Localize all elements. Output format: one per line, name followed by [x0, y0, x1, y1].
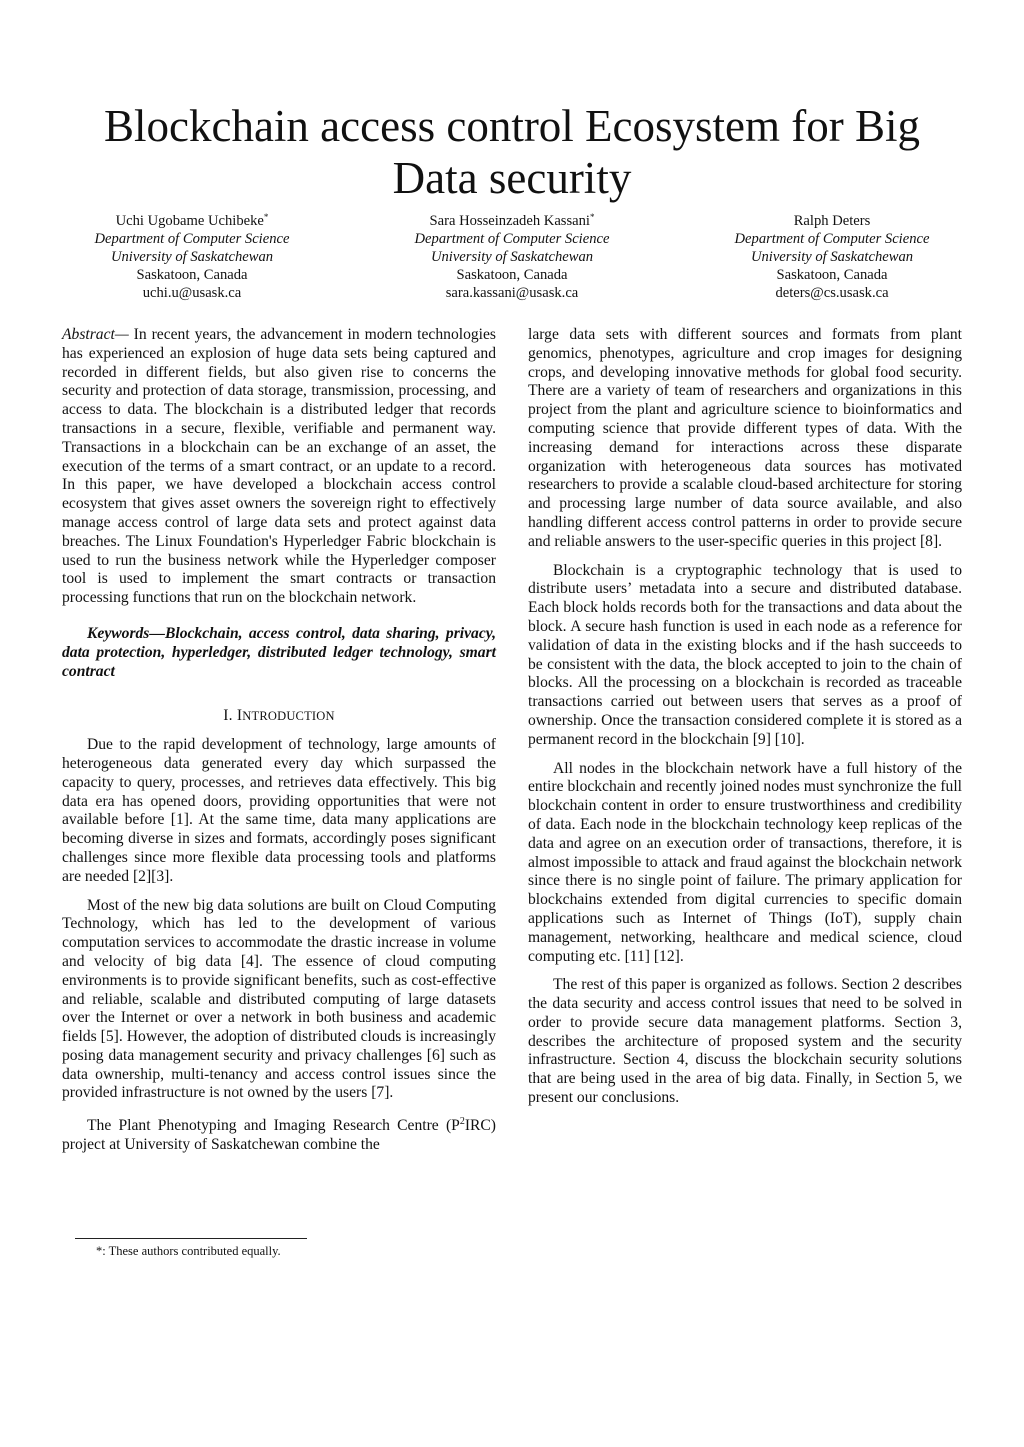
author-block: [682, 212, 982, 302]
keywords: Keywords—Blockchain, access control, data sharing, privacy, data protection, hyperledger, distributed ledger technology, smart contract: [62, 624, 496, 680]
section-number: I.: [223, 707, 233, 725]
right-column: [528, 326, 962, 1108]
author-name-text: Uchi Ugobame Uchibeke: [115, 213, 264, 229]
author-university: University of Saskatchewan: [430, 249, 594, 265]
left-column: [62, 326, 496, 1155]
author-university: University of Saskatchewan: [750, 249, 914, 265]
p2irc-superscript: 2: [459, 1116, 465, 1128]
paragraph: Most of the new big data solutions are built on Cloud Computing Technology, which has led to the development of various computation services to accommodate the drastic increase in volume and velocity of big data [4]. The essence of cloud computing environments is to provide significant benefits, such as cost-effective and reliable, scalable and distributed computing of large datasets over the Internet or over a network in both business and academic fields [5]. However, the adoption of distributed clouds is increasingly posing data management security and privacy challenges [6] such as data ownership, multi-tenancy and access control issues since the provided infrastructure is not owned by the users [7].: [62, 896, 496, 1102]
abstract-text: In recent years, the advancement in modern technologies has experienced an explosion of huge data sets being captured and recorded in different fields, but also given rise to concerns the security and protection of data storage, transmission, processing, and access to data. The blockchain is a distributed ledger that records transactions in a secure, flexible, verifiable and permanent way. Transactions in a blockchain can be an exchange of an asset, the execution of the terms of a smart contract, or an update to a record. In this paper, we have developed a blockchain access control ecosystem that gives asset owners the sovereign right to effectively manage access control of large data sets and protect against data breaches. The Linux Foundation's Hyperledger Fabric blockchain is used to run the business network while the Hyperledger composer tool is used to implement the smart contracts or transaction processing functions that run on the blockchain network.: [62, 326, 496, 607]
abstract: [62, 326, 496, 608]
paper-title: Blockchain access control Ecosystem for Big Data security: [103, 101, 921, 203]
author-city: Saskatoon, Canada: [136, 267, 248, 283]
paragraph: large data sets with different sources and formats from plant genomics, phenotypes, agriculture and crop images for designing crops, and developing innovative methods for global food security. There are a variety of team of researchers and organizations in this project from the plant and agriculture science to bioinformatics and computing science that provide different types of data. With the increasing demand for interactions across these disparate organization with heterogeneous data sources has motivated researchers to provide a scalable cloud-based architecture for storing and processing large number of data source available, and also handling different access control patterns in order to provide secure and reliable answers to the user-specific queries in this project [8].: [528, 326, 962, 550]
author-city: Saskatoon, Canada: [776, 267, 888, 283]
author-department: Department of Computer Science: [94, 231, 290, 247]
paragraph: The rest of this paper is organized as follows. Section 2 describes the data security and access control issues that need to be solved in order to provide secure data management platforms. Section 3, describes the architecture of proposed system and the security infrastructure. Section 4, discuss the blockchain security solutions that are being used in the area of big data. Finally, in Section 5, we present our conclusions.: [528, 976, 962, 1107]
abstract-label: Abstract—: [62, 326, 129, 343]
section-title-initial: I: [236, 707, 243, 725]
p2irc-text-after: IRC) project at University of Saskatchewan combine the: [62, 1117, 496, 1154]
footnote-divider: [75, 1238, 307, 1239]
author-block: [362, 212, 662, 302]
author-email: deters@cs.usask.ca: [775, 285, 889, 301]
p2irc-text-before: The Plant Phenotyping and Imaging Research Centre (P: [87, 1117, 460, 1135]
section-heading-introduction: [62, 707, 496, 726]
author-city: Saskatoon, Canada: [456, 267, 568, 283]
author-name: [42, 212, 342, 230]
author-name: [362, 212, 662, 230]
author-block: [42, 212, 342, 302]
paragraph: Due to the rapid development of technology, large amounts of heterogeneous data generated every day which surpassed the capacity to query, processes, and retrieves data effectively. This big data era has opened doors, providing opportunities that were not available before [1]. At the same time, data many applications are becoming diverse in sizes and formats, accordingly poses significant challenges since more flexible data processing tools and platforms are needed [2][3].: [62, 736, 496, 885]
equal-contribution-mark: *: [589, 212, 595, 222]
author-email: uchi.u@usask.ca: [142, 285, 242, 301]
author-name: [682, 212, 982, 230]
author-name-text: Ralph Deters: [793, 213, 871, 229]
paragraph-p2irc: [62, 1113, 496, 1155]
author-name-text: Sara Hosseinzadeh Kassani: [429, 213, 590, 229]
author-department: Department of Computer Science: [414, 231, 610, 247]
paragraph: Blockchain is a cryptographic technology that is used to distribute users’ metadata into a secure and distributed database. Each block holds records both for the transactions and data about the block. A secure hash function is used in each node as a reference for validation of data in the existing blocks and if the hash succeeds to be consistent with the data, the block accepted to join to the chain of blocks. All the processing on a blockchain is recorded as traceable transactions carried out between users that serves as a proof of ownership. Once the transaction considered complete it is stored as a permanent record in the blockchain [9] [10].: [528, 561, 962, 748]
paragraph: All nodes in the blockchain network have a full history of the entire blockchain and recently joined nodes must synchronize the full blockchain content in order to ensure trustworthiness and credibility of data. Each node in the blockchain technology keep replicas of the data and agree on an execution order of transactions, therefore, it is almost impossible to attack and fraud against the blockchain network since there is no single point of failure. The primary application for blockchains extended from digital currencies to specific domain applications such as Internet of Things (IoT), supply chain management, networking, healthcare and medical science, cloud computing etc. [11] [12].: [528, 759, 962, 965]
section-title-rest: NTRODUCTION: [242, 709, 335, 724]
author-university: University of Saskatchewan: [110, 249, 274, 265]
footnote: *: These authors contributed equally.: [96, 1244, 281, 1258]
author-department: Department of Computer Science: [734, 231, 930, 247]
equal-contribution-mark: *: [263, 212, 269, 222]
author-email: sara.kassani@usask.ca: [445, 285, 579, 301]
